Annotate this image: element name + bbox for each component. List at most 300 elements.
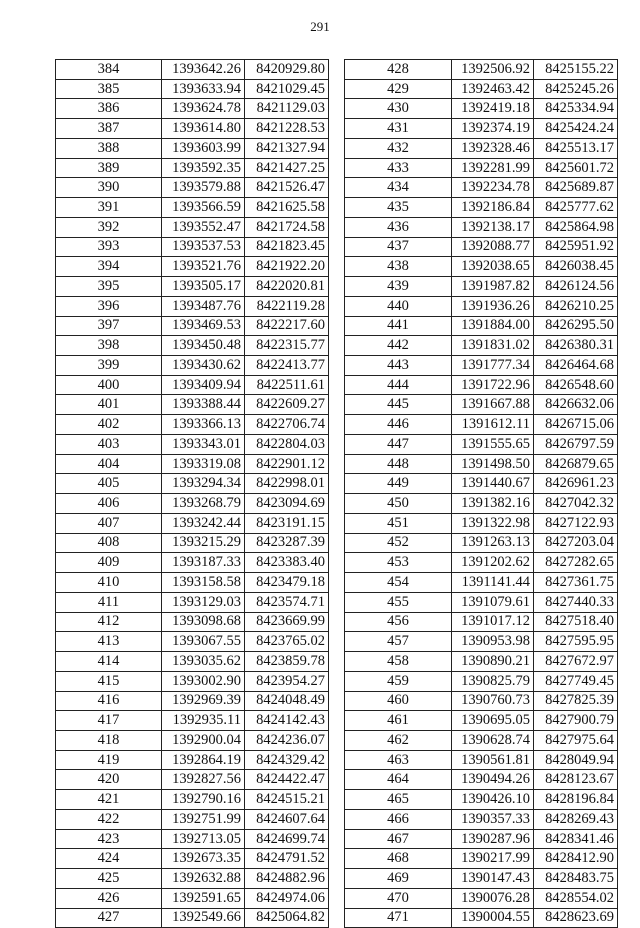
point-number-cell: 403 <box>56 434 162 454</box>
x-coordinate-cell: 1391936.26 <box>452 296 534 316</box>
point-number-cell: 460 <box>345 691 452 711</box>
x-coordinate-cell: 1392186.84 <box>452 198 534 218</box>
table-row <box>345 316 618 336</box>
y-coordinate-cell: 8425864.98 <box>534 217 618 237</box>
y-coordinate-cell: 8427361.75 <box>534 573 618 593</box>
x-coordinate-cell: 1393603.99 <box>162 138 245 158</box>
table-row <box>345 158 618 178</box>
point-number-cell: 446 <box>345 415 452 435</box>
y-coordinate-cell: 8422217.60 <box>245 316 329 336</box>
table-row <box>56 395 329 415</box>
x-coordinate-cell: 1393067.55 <box>162 632 245 652</box>
x-coordinate-cell: 1392419.18 <box>452 99 534 119</box>
x-coordinate-cell: 1391202.62 <box>452 553 534 573</box>
x-coordinate-cell: 1392790.16 <box>162 790 245 810</box>
point-number-cell: 416 <box>56 691 162 711</box>
x-coordinate-cell: 1392328.46 <box>452 138 534 158</box>
x-coordinate-cell: 1393579.88 <box>162 178 245 198</box>
x-coordinate-cell: 1393469.53 <box>162 316 245 336</box>
table-row <box>345 888 618 908</box>
x-coordinate-cell: 1393592.35 <box>162 158 245 178</box>
y-coordinate-cell: 8428341.46 <box>534 829 618 849</box>
x-coordinate-cell: 1393505.17 <box>162 277 245 297</box>
table-row <box>56 770 329 790</box>
x-coordinate-cell: 1392673.35 <box>162 849 245 869</box>
y-coordinate-cell: 8426038.45 <box>534 257 618 277</box>
table-row <box>56 691 329 711</box>
point-number-cell: 417 <box>56 711 162 731</box>
table-row <box>56 316 329 336</box>
point-number-cell: 413 <box>56 632 162 652</box>
table-row <box>345 79 618 99</box>
table-row <box>345 691 618 711</box>
point-number-cell: 390 <box>56 178 162 198</box>
x-coordinate-cell: 1393035.62 <box>162 652 245 672</box>
x-coordinate-cell: 1391555.65 <box>452 434 534 454</box>
y-coordinate-cell: 8426961.23 <box>534 474 618 494</box>
y-coordinate-cell: 8425064.82 <box>245 908 329 928</box>
y-coordinate-cell: 8421823.45 <box>245 237 329 257</box>
point-number-cell: 410 <box>56 573 162 593</box>
point-number-cell: 385 <box>56 79 162 99</box>
table-row <box>345 592 618 612</box>
y-coordinate-cell: 8426715.06 <box>534 415 618 435</box>
table-row <box>56 99 329 119</box>
x-coordinate-cell: 1392374.19 <box>452 119 534 139</box>
y-coordinate-cell: 8421625.58 <box>245 198 329 218</box>
y-coordinate-cell: 8428483.75 <box>534 869 618 889</box>
y-coordinate-cell: 8423479.18 <box>245 573 329 593</box>
point-number-cell: 448 <box>345 454 452 474</box>
point-number-cell: 470 <box>345 888 452 908</box>
point-number-cell: 462 <box>345 730 452 750</box>
coordinates-table-left <box>55 59 329 928</box>
x-coordinate-cell: 1391831.02 <box>452 336 534 356</box>
table-row <box>56 158 329 178</box>
point-number-cell: 429 <box>345 79 452 99</box>
table-row <box>345 415 618 435</box>
table-row <box>345 277 618 297</box>
x-coordinate-cell: 1392935.11 <box>162 711 245 731</box>
point-number-cell: 444 <box>345 375 452 395</box>
x-coordinate-cell: 1391440.67 <box>452 474 534 494</box>
y-coordinate-cell: 8427825.39 <box>534 691 618 711</box>
point-number-cell: 465 <box>345 790 452 810</box>
point-number-cell: 450 <box>345 494 452 514</box>
y-coordinate-cell: 8426124.56 <box>534 277 618 297</box>
point-number-cell: 437 <box>345 237 452 257</box>
table-row <box>345 198 618 218</box>
table-row <box>345 711 618 731</box>
table-row <box>345 652 618 672</box>
y-coordinate-cell: 8421327.94 <box>245 138 329 158</box>
x-coordinate-cell: 1392281.99 <box>452 158 534 178</box>
point-number-cell: 424 <box>56 849 162 869</box>
point-number-cell: 430 <box>345 99 452 119</box>
x-coordinate-cell: 1392969.39 <box>162 691 245 711</box>
x-coordinate-cell: 1393242.44 <box>162 513 245 533</box>
table-row <box>345 474 618 494</box>
y-coordinate-cell: 8427595.95 <box>534 632 618 652</box>
table-row <box>56 533 329 553</box>
table-row <box>56 60 329 80</box>
y-coordinate-cell: 8421922.20 <box>245 257 329 277</box>
y-coordinate-cell: 8425424.24 <box>534 119 618 139</box>
table-row <box>345 553 618 573</box>
y-coordinate-cell: 8425601.72 <box>534 158 618 178</box>
x-coordinate-cell: 1393129.03 <box>162 592 245 612</box>
x-coordinate-cell: 1390287.96 <box>452 829 534 849</box>
table-row <box>345 750 618 770</box>
point-number-cell: 426 <box>56 888 162 908</box>
y-coordinate-cell: 8424236.07 <box>245 730 329 750</box>
table-row <box>56 79 329 99</box>
point-number-cell: 461 <box>345 711 452 731</box>
table-row <box>56 849 329 869</box>
y-coordinate-cell: 8425777.62 <box>534 198 618 218</box>
y-coordinate-cell: 8421427.25 <box>245 158 329 178</box>
table-row <box>56 671 329 691</box>
x-coordinate-cell: 1393158.58 <box>162 573 245 593</box>
table-row <box>345 790 618 810</box>
point-number-cell: 456 <box>345 612 452 632</box>
point-number-cell: 405 <box>56 474 162 494</box>
x-coordinate-cell: 1393343.01 <box>162 434 245 454</box>
table-row <box>345 99 618 119</box>
x-coordinate-cell: 1393388.44 <box>162 395 245 415</box>
x-coordinate-cell: 1392632.88 <box>162 869 245 889</box>
point-number-cell: 435 <box>345 198 452 218</box>
point-number-cell: 433 <box>345 158 452 178</box>
x-coordinate-cell: 1391722.96 <box>452 375 534 395</box>
table-row <box>56 138 329 158</box>
point-number-cell: 409 <box>56 553 162 573</box>
table-row <box>56 790 329 810</box>
table-row <box>345 257 618 277</box>
point-number-cell: 428 <box>345 60 452 80</box>
y-coordinate-cell: 8426879.65 <box>534 454 618 474</box>
y-coordinate-cell: 8425245.26 <box>534 79 618 99</box>
y-coordinate-cell: 8423954.27 <box>245 671 329 691</box>
point-number-cell: 449 <box>345 474 452 494</box>
table-row <box>345 494 618 514</box>
x-coordinate-cell: 1390890.21 <box>452 652 534 672</box>
point-number-cell: 399 <box>56 356 162 376</box>
x-coordinate-cell: 1392088.77 <box>452 237 534 257</box>
x-coordinate-cell: 1393642.26 <box>162 60 245 80</box>
y-coordinate-cell: 8424791.52 <box>245 849 329 869</box>
table-row <box>56 217 329 237</box>
table-row <box>345 356 618 376</box>
y-coordinate-cell: 8423669.99 <box>245 612 329 632</box>
x-coordinate-cell: 1392713.05 <box>162 829 245 849</box>
x-coordinate-cell: 1390628.74 <box>452 730 534 750</box>
point-number-cell: 440 <box>345 296 452 316</box>
page-number: 291 <box>310 19 330 34</box>
x-coordinate-cell: 1390076.28 <box>452 888 534 908</box>
point-number-cell: 445 <box>345 395 452 415</box>
x-coordinate-cell: 1393215.29 <box>162 533 245 553</box>
y-coordinate-cell: 8426295.50 <box>534 316 618 336</box>
point-number-cell: 441 <box>345 316 452 336</box>
y-coordinate-cell: 8423094.69 <box>245 494 329 514</box>
y-coordinate-cell: 8427672.97 <box>534 652 618 672</box>
y-coordinate-cell: 8423574.71 <box>245 592 329 612</box>
point-number-cell: 396 <box>56 296 162 316</box>
point-number-cell: 457 <box>345 632 452 652</box>
table-row <box>345 513 618 533</box>
point-number-cell: 439 <box>345 277 452 297</box>
point-number-cell: 397 <box>56 316 162 336</box>
table-row <box>56 573 329 593</box>
x-coordinate-cell: 1393552.47 <box>162 217 245 237</box>
x-coordinate-cell: 1393450.48 <box>162 336 245 356</box>
table-row <box>345 60 618 80</box>
x-coordinate-cell: 1393614.80 <box>162 119 245 139</box>
y-coordinate-cell: 8423383.40 <box>245 553 329 573</box>
y-coordinate-cell: 8424422.47 <box>245 770 329 790</box>
point-number-cell: 394 <box>56 257 162 277</box>
table-row <box>345 612 618 632</box>
table-row <box>56 434 329 454</box>
table-row <box>345 730 618 750</box>
point-number-cell: 447 <box>345 434 452 454</box>
y-coordinate-cell: 8424882.96 <box>245 869 329 889</box>
table-row <box>56 592 329 612</box>
table-row <box>56 356 329 376</box>
point-number-cell: 411 <box>56 592 162 612</box>
y-coordinate-cell: 8428123.67 <box>534 770 618 790</box>
x-coordinate-cell: 1391884.00 <box>452 316 534 336</box>
point-number-cell: 414 <box>56 652 162 672</box>
x-coordinate-cell: 1393098.68 <box>162 612 245 632</box>
point-number-cell: 443 <box>345 356 452 376</box>
table-row <box>56 809 329 829</box>
table-row <box>345 632 618 652</box>
x-coordinate-cell: 1390561.81 <box>452 750 534 770</box>
y-coordinate-cell: 8424607.64 <box>245 809 329 829</box>
x-coordinate-cell: 1393294.34 <box>162 474 245 494</box>
x-coordinate-cell: 1391141.44 <box>452 573 534 593</box>
table-row <box>56 198 329 218</box>
table-row <box>345 770 618 790</box>
y-coordinate-cell: 8427440.33 <box>534 592 618 612</box>
y-coordinate-cell: 8424515.21 <box>245 790 329 810</box>
y-coordinate-cell: 8428049.94 <box>534 750 618 770</box>
x-coordinate-cell: 1391987.82 <box>452 277 534 297</box>
table-row <box>345 375 618 395</box>
point-number-cell: 395 <box>56 277 162 297</box>
x-coordinate-cell: 1391612.11 <box>452 415 534 435</box>
point-number-cell: 418 <box>56 730 162 750</box>
y-coordinate-cell: 8422511.61 <box>245 375 329 395</box>
table-row <box>345 237 618 257</box>
point-number-cell: 402 <box>56 415 162 435</box>
y-coordinate-cell: 8427042.32 <box>534 494 618 514</box>
coordinates-table-right <box>344 59 618 928</box>
y-coordinate-cell: 8424974.06 <box>245 888 329 908</box>
y-coordinate-cell: 8428554.02 <box>534 888 618 908</box>
point-number-cell: 387 <box>56 119 162 139</box>
point-number-cell: 431 <box>345 119 452 139</box>
table-row <box>56 612 329 632</box>
y-coordinate-cell: 8427749.45 <box>534 671 618 691</box>
y-coordinate-cell: 8422413.77 <box>245 356 329 376</box>
y-coordinate-cell: 8421228.53 <box>245 119 329 139</box>
point-number-cell: 391 <box>56 198 162 218</box>
x-coordinate-cell: 1390953.98 <box>452 632 534 652</box>
y-coordinate-cell: 8427203.04 <box>534 533 618 553</box>
x-coordinate-cell: 1393537.53 <box>162 237 245 257</box>
x-coordinate-cell: 1390147.43 <box>452 869 534 889</box>
x-coordinate-cell: 1393268.79 <box>162 494 245 514</box>
x-coordinate-cell: 1392864.19 <box>162 750 245 770</box>
point-number-cell: 464 <box>345 770 452 790</box>
x-coordinate-cell: 1390825.79 <box>452 671 534 691</box>
point-number-cell: 454 <box>345 573 452 593</box>
table-row <box>56 277 329 297</box>
y-coordinate-cell: 8426797.59 <box>534 434 618 454</box>
point-number-cell: 459 <box>345 671 452 691</box>
y-coordinate-cell: 8421724.58 <box>245 217 329 237</box>
y-coordinate-cell: 8426210.25 <box>534 296 618 316</box>
x-coordinate-cell: 1391498.50 <box>452 454 534 474</box>
y-coordinate-cell: 8421129.03 <box>245 99 329 119</box>
table-row <box>56 869 329 889</box>
y-coordinate-cell: 8422609.27 <box>245 395 329 415</box>
table-row <box>56 750 329 770</box>
x-coordinate-cell: 1391667.88 <box>452 395 534 415</box>
table-row <box>56 237 329 257</box>
table-row <box>345 138 618 158</box>
x-coordinate-cell: 1390217.99 <box>452 849 534 869</box>
x-coordinate-cell: 1390004.55 <box>452 908 534 928</box>
x-coordinate-cell: 1393624.78 <box>162 99 245 119</box>
table-row <box>56 296 329 316</box>
point-number-cell: 384 <box>56 60 162 80</box>
x-coordinate-cell: 1391777.34 <box>452 356 534 376</box>
x-coordinate-cell: 1392138.17 <box>452 217 534 237</box>
x-coordinate-cell: 1390494.26 <box>452 770 534 790</box>
point-number-cell: 421 <box>56 790 162 810</box>
table-body-left <box>56 60 329 928</box>
y-coordinate-cell: 8423765.02 <box>245 632 329 652</box>
y-coordinate-cell: 8426632.06 <box>534 395 618 415</box>
x-coordinate-cell: 1392463.42 <box>452 79 534 99</box>
y-coordinate-cell: 8426548.60 <box>534 375 618 395</box>
y-coordinate-cell: 8424699.74 <box>245 829 329 849</box>
y-coordinate-cell: 8421029.45 <box>245 79 329 99</box>
x-coordinate-cell: 1393430.62 <box>162 356 245 376</box>
y-coordinate-cell: 8428196.84 <box>534 790 618 810</box>
table-row <box>345 454 618 474</box>
table-row <box>56 730 329 750</box>
point-number-cell: 419 <box>56 750 162 770</box>
x-coordinate-cell: 1392038.65 <box>452 257 534 277</box>
table-row <box>345 533 618 553</box>
point-number-cell: 408 <box>56 533 162 553</box>
x-coordinate-cell: 1393566.59 <box>162 198 245 218</box>
table-row <box>345 296 618 316</box>
point-number-cell: 423 <box>56 829 162 849</box>
point-number-cell: 458 <box>345 652 452 672</box>
point-number-cell: 442 <box>345 336 452 356</box>
x-coordinate-cell: 1393319.08 <box>162 454 245 474</box>
y-coordinate-cell: 8427518.40 <box>534 612 618 632</box>
point-number-cell: 422 <box>56 809 162 829</box>
table-row <box>345 434 618 454</box>
point-number-cell: 452 <box>345 533 452 553</box>
y-coordinate-cell: 8422119.28 <box>245 296 329 316</box>
x-coordinate-cell: 1392591.65 <box>162 888 245 908</box>
point-number-cell: 471 <box>345 908 452 928</box>
y-coordinate-cell: 8428269.43 <box>534 809 618 829</box>
table-row <box>56 336 329 356</box>
table-row <box>56 474 329 494</box>
table-row <box>56 119 329 139</box>
point-number-cell: 438 <box>345 257 452 277</box>
point-number-cell: 469 <box>345 869 452 889</box>
table-row <box>345 671 618 691</box>
table-row <box>56 632 329 652</box>
x-coordinate-cell: 1392234.78 <box>452 178 534 198</box>
y-coordinate-cell: 8424329.42 <box>245 750 329 770</box>
y-coordinate-cell: 8422315.77 <box>245 336 329 356</box>
y-coordinate-cell: 8426380.31 <box>534 336 618 356</box>
point-number-cell: 404 <box>56 454 162 474</box>
y-coordinate-cell: 8424048.49 <box>245 691 329 711</box>
table-row <box>56 454 329 474</box>
table-row <box>345 573 618 593</box>
table-row <box>56 888 329 908</box>
y-coordinate-cell: 8422804.03 <box>245 434 329 454</box>
table-row <box>345 336 618 356</box>
point-number-cell: 455 <box>345 592 452 612</box>
table-body-right <box>345 60 618 928</box>
x-coordinate-cell: 1391382.16 <box>452 494 534 514</box>
point-number-cell: 468 <box>345 849 452 869</box>
point-number-cell: 453 <box>345 553 452 573</box>
point-number-cell: 467 <box>345 829 452 849</box>
x-coordinate-cell: 1391079.61 <box>452 592 534 612</box>
x-coordinate-cell: 1392827.56 <box>162 770 245 790</box>
y-coordinate-cell: 8420929.80 <box>245 60 329 80</box>
table-row <box>56 553 329 573</box>
y-coordinate-cell: 8425689.87 <box>534 178 618 198</box>
point-number-cell: 466 <box>345 809 452 829</box>
x-coordinate-cell: 1391017.12 <box>452 612 534 632</box>
y-coordinate-cell: 8425155.22 <box>534 60 618 80</box>
y-coordinate-cell: 8427282.65 <box>534 553 618 573</box>
x-coordinate-cell: 1393521.76 <box>162 257 245 277</box>
y-coordinate-cell: 8427900.79 <box>534 711 618 731</box>
x-coordinate-cell: 1390426.10 <box>452 790 534 810</box>
y-coordinate-cell: 8425334.94 <box>534 99 618 119</box>
x-coordinate-cell: 1392751.99 <box>162 809 245 829</box>
point-number-cell: 463 <box>345 750 452 770</box>
y-coordinate-cell: 8425513.17 <box>534 138 618 158</box>
point-number-cell: 425 <box>56 869 162 889</box>
point-number-cell: 386 <box>56 99 162 119</box>
point-number-cell: 392 <box>56 217 162 237</box>
x-coordinate-cell: 1393187.33 <box>162 553 245 573</box>
point-number-cell: 434 <box>345 178 452 198</box>
y-coordinate-cell: 8422998.01 <box>245 474 329 494</box>
point-number-cell: 388 <box>56 138 162 158</box>
x-coordinate-cell: 1393366.13 <box>162 415 245 435</box>
x-coordinate-cell: 1393487.76 <box>162 296 245 316</box>
y-coordinate-cell: 8424142.43 <box>245 711 329 731</box>
